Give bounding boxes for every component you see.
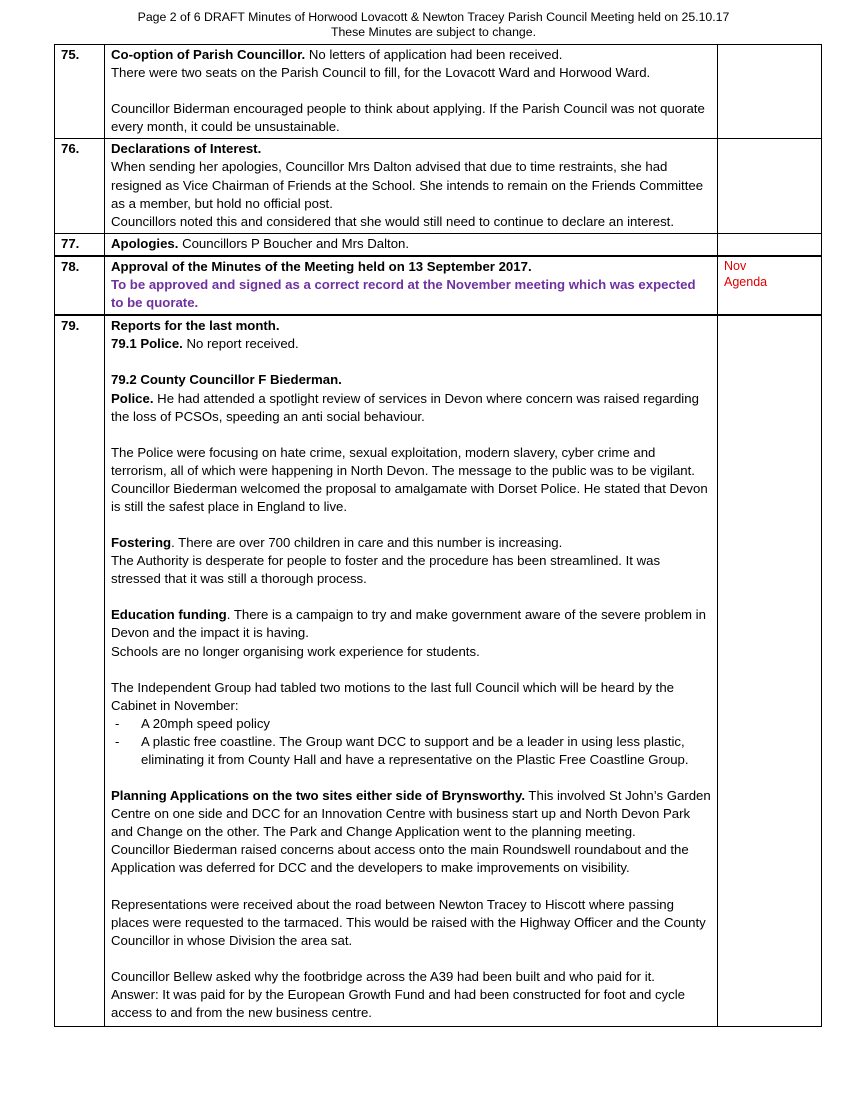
- topic-label: Police.: [111, 390, 154, 406]
- list-item: - A plastic free coastline. The Group want DCC to support and be a leader in using less plastic, eliminating it from County Hall and have a representative on the Plastic Free Coastline Group.: [111, 733, 711, 769]
- item-text: He had attended a spotlight review of services in Devon where concern was raised regarding the loss of PCSOs, speeding an anti social behaviour.: [111, 390, 699, 424]
- item-text: . There is a campaign to try and make government aware of the severe problem in Devon and the impact it is having.: [111, 607, 706, 641]
- item-text: Councillors noted this and considered that she would still need to continue to declare an interest.: [111, 213, 675, 229]
- item-number: 75.: [55, 45, 105, 139]
- item-number: 76.: [55, 139, 105, 233]
- item-text: Councillor Biederman raised concerns about access onto the main Roundswell roundabout and the Application was deferred for DCC and the developers to make improvements on visibility.: [111, 842, 689, 876]
- header-title: Page 2 of 6 DRAFT Minutes of Horwood Lovacott & Newton Tracey Parish Council Meeting held on 25.10.17: [137, 10, 730, 24]
- minute-row-77: [55, 233, 822, 256]
- item-number: 78.: [55, 256, 105, 315]
- item-text: No letters of application had been received.: [305, 47, 563, 62]
- item-number: 79.: [55, 315, 105, 1026]
- item-title: Apologies.: [111, 235, 179, 251]
- minute-row-78: [55, 256, 822, 315]
- action-cell: [718, 233, 822, 256]
- subheading: 79.1 Police.: [111, 336, 183, 352]
- item-body: [105, 139, 718, 233]
- page-header: [0, 10, 867, 40]
- item-text: Schools are no longer organising work experience for students.: [111, 643, 480, 659]
- item-body: [105, 315, 718, 1026]
- item-title: Reports for the last month.: [111, 318, 280, 334]
- subheading: 79.2 County Councillor F Biederman.: [111, 372, 342, 388]
- item-text: No report received.: [182, 336, 299, 352]
- action-cell: [718, 315, 822, 1026]
- item-title: Approval of the Minutes of the Meeting held on 13 September 2017.: [111, 258, 532, 274]
- item-number: 77.: [55, 233, 105, 256]
- item-text: Councillors P Boucher and Mrs Dalton.: [178, 235, 410, 251]
- action-cell: [718, 45, 822, 139]
- item-body: [105, 256, 718, 315]
- item-text: This involved St John’s Garden Centre on one side and DCC for an Innovation Centre with business start up and North Devon Park and Change on the other. The Park and Change Application went to the planning meeting.: [111, 788, 711, 840]
- item-text: The Authority is desperate for people to foster and the procedure has been streamlined. It was stressed that it was still a thorough process.: [111, 553, 661, 587]
- minute-row-75: [55, 45, 822, 139]
- item-text: Representations were received about the road between Newton Tracey to Hiscott where passing places were requested to the tarmaced. This would be raised with the Highway Officer and the County Councillor in whose Division the area sat.: [111, 896, 706, 948]
- action-cell: [718, 256, 822, 315]
- topic-label: Fostering: [111, 535, 172, 551]
- minute-row-79: [55, 315, 822, 1026]
- item-text: Councillor Bellew asked why the footbridge across the A39 had been built and who paid for it.: [111, 968, 655, 984]
- item-text: When sending her apologies, Councillor Mrs Dalton advised that due to time restraints, she had resigned as Vice Chairman of Friends at the School. She intends to remain on the Friends Committee as a member, but hold no official post.: [111, 159, 704, 211]
- header-subtitle: These Minutes are subject to change.: [330, 25, 537, 39]
- item-text: Answer: It was paid for by the European Growth Fund and had been constructed for foot and cycle access to and from the new business centre.: [111, 986, 685, 1021]
- item-text: Councillor Biderman encouraged people to think about applying. If the Parish Council was not quorate every month, it could be unsustainable.: [111, 101, 705, 135]
- item-title: Co-option of Parish Councillor.: [111, 47, 306, 62]
- motions-list: [111, 715, 711, 769]
- item-text: The Police were focusing on hate crime, sexual exploitation, modern slavery, cyber crime and terrorism, all of which were happening in North Devon. The message to the public was to be vigilant. Councillor Biederman welcomed the proposal to amalgamate with Dorset Police. He stated that Devon is still the safest place in England to live.: [111, 444, 708, 514]
- item-body: [105, 45, 718, 139]
- topic-label: Education funding: [111, 607, 227, 623]
- item-title: Declarations of Interest.: [111, 141, 262, 157]
- minute-row-76: [55, 139, 822, 233]
- action-note: Nov: [724, 258, 747, 273]
- list-item: - A 20mph speed policy: [111, 715, 711, 733]
- action-note: Agenda: [724, 274, 768, 289]
- item-text: The Independent Group had tabled two motions to the last full Council which will be heard by the Cabinet in November:: [111, 679, 675, 713]
- topic-label: Planning Applications on the two sites either side of Brynsworthy.: [111, 788, 525, 804]
- item-text: . There are over 700 children in care and this number is increasing.: [171, 535, 563, 551]
- item-body: [105, 233, 718, 256]
- action-cell: [718, 139, 822, 233]
- minutes-table: [54, 44, 822, 1027]
- item-text: There were two seats on the Parish Council to fill, for the Lovacott Ward and Horwood Ward.: [111, 65, 651, 81]
- resolution-text: To be approved and signed as a correct record at the November meeting which was expected to be quorate.: [111, 277, 696, 311]
